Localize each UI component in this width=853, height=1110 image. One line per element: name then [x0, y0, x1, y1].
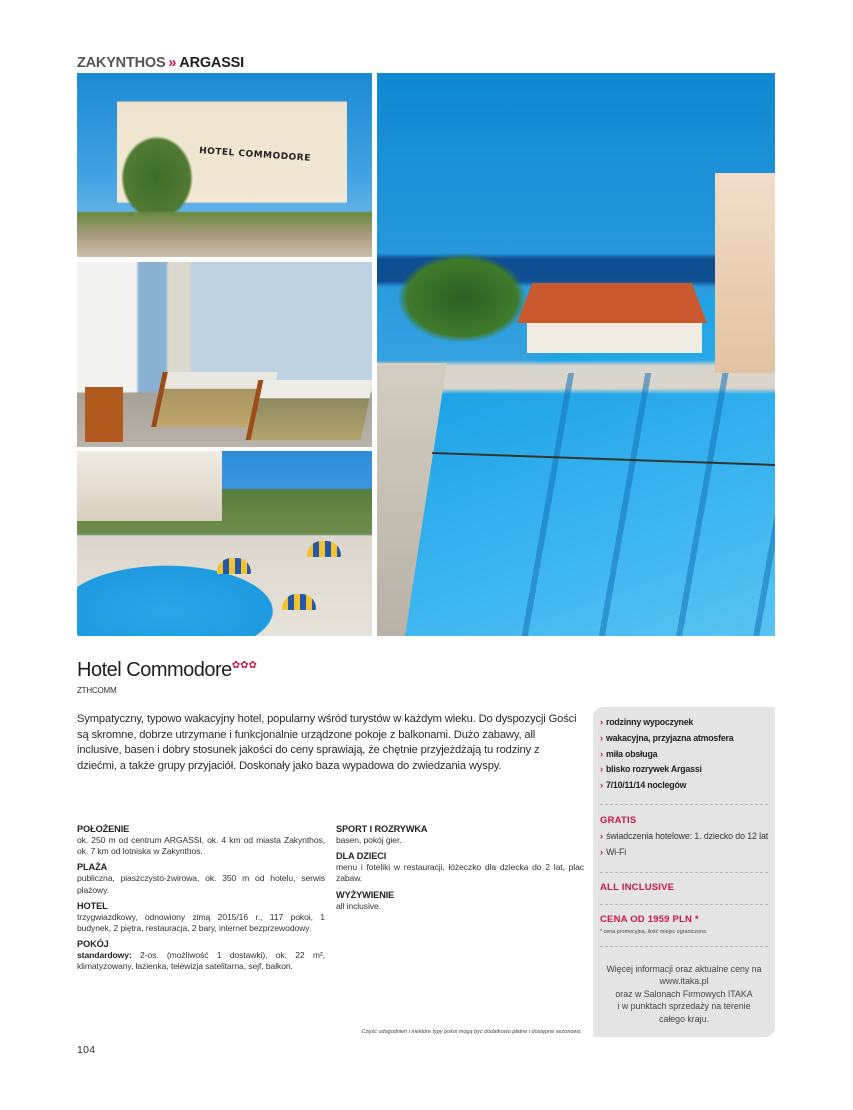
hotel-title: [77, 659, 257, 682]
info-sport: [336, 823, 584, 846]
star-rating-icon: ✿✿✿: [231, 660, 257, 671]
umbrella: [282, 594, 316, 610]
highlight-item: › wakacyjna, przyjazna atmosfera: [600, 732, 734, 744]
palm-tree: [397, 253, 527, 343]
board-heading: ALL INCLUSIVE: [600, 882, 675, 893]
price-note: * cena promocyjna, ilość miejsc ograniczona: [600, 929, 707, 935]
info-location: [77, 823, 325, 857]
pool-lanes: [497, 373, 775, 636]
chevron-right-icon: ›: [600, 780, 603, 792]
highlight-item: › miła obsługa: [600, 748, 658, 760]
room-details: 2-os. (możliwość 1 dostawki), ok. 22 m², klimatyzowany, łazienka, telewizja satelitarna, sejf, balkon.: [77, 950, 325, 972]
highlight-item: › blisko rozrywek Argassi: [600, 764, 702, 776]
gratis-heading: GRATIS: [600, 815, 637, 826]
info-column-right: [336, 823, 584, 916]
breadcrumb-town: ARGASSI: [179, 55, 244, 71]
highlight-item: › rodzinny wypoczynek: [600, 717, 694, 728]
info-text: [77, 950, 325, 972]
breadcrumb-separator: »: [168, 55, 177, 71]
hotel-code: ZTHCOMM: [77, 686, 117, 695]
gratis-list: [600, 829, 768, 861]
chevron-right-icon: ›: [600, 732, 603, 744]
highlight-item: › 7/10/11/14 noclegów: [600, 780, 687, 792]
photo-pool-main: [377, 73, 775, 636]
divider: [600, 872, 768, 873]
umbrella: [217, 558, 251, 574]
building-wall: [715, 173, 775, 373]
breadcrumb: [77, 55, 244, 71]
info-text: basen, pokój gier.: [336, 835, 402, 845]
info-column-left: [77, 823, 325, 977]
bed: [246, 380, 372, 440]
info-children: [336, 850, 584, 884]
divider: [600, 946, 768, 947]
info-text: all inclusive.: [336, 900, 381, 911]
roof: [517, 283, 707, 323]
gratis-item: › świadczenia hotelowe: 1. dziecko do 12 lat: [600, 831, 769, 842]
gratis-item: › Wi-Fi: [600, 846, 627, 858]
page-number: 104: [77, 1044, 96, 1056]
more-info: Więcej informacji oraz aktualne ceny na www.itaka.pl oraz w Salonach Firmowych ITAKA i w punktach sprzedaży na terenie całego kraju.: [593, 963, 775, 1025]
info-text: ok. 250 m od centrum ARGASSI, ok. 4 km od miasta Zakynthos, ok. 7 km od lotniska w Zakynthos.: [77, 835, 325, 857]
website-link[interactable]: www.itaka.pl: [659, 976, 709, 987]
photo-pool-aerial: [77, 451, 372, 636]
info-heading: PLAŻA: [77, 862, 108, 873]
info-hotel: [77, 900, 325, 934]
hotel-name: Hotel Commodore: [77, 659, 232, 681]
chevron-right-icon: ›: [600, 764, 603, 776]
info-heading: WYŻYWIENIE: [336, 889, 395, 900]
building: [77, 451, 222, 521]
info-heading: DLA DZIECI: [336, 851, 387, 862]
info-text: publiczna, piaszczysto-żwirowa, ok. 350 m od hotelu, serwis plażowy.: [77, 873, 325, 895]
info-heading: HOTEL: [77, 900, 108, 911]
info-text: trzygwiazdkowy, odnowiony zimą 2015/16 r., 117 pokoi, 1 budynek, 2 piętra, restauracja, 2 bary, internet bezprzewodowy.: [77, 911, 325, 934]
offer-sidebox: [593, 707, 775, 1037]
hotel-sign: HOTEL COMMODORE: [198, 146, 312, 164]
chevron-right-icon: ›: [600, 717, 603, 728]
room-type: standardowy:: [77, 950, 132, 961]
house: [527, 323, 702, 353]
footnote: Część udogodnień i niektóre typy pokoi mogą być dodatkowo płatne i dostępne sezonowo.: [361, 1029, 582, 1035]
info-heading: SPORT I ROZRYWKA: [336, 824, 428, 834]
pool-deck: [377, 363, 447, 636]
umbrella: [307, 541, 341, 557]
photo-hotel-room: [77, 262, 372, 447]
info-heading: POŁOŻENIE: [77, 824, 130, 834]
chair: [85, 387, 123, 442]
chevron-right-icon: ›: [600, 846, 604, 858]
chevron-right-icon: ›: [600, 748, 603, 760]
chevron-right-icon: ›: [600, 831, 604, 842]
divider: [600, 804, 768, 805]
photo-hotel-exterior: [77, 73, 372, 257]
breadcrumb-region: ZAKYNTHOS: [77, 55, 166, 71]
info-room: [77, 938, 325, 972]
price-heading: CENA OD 1959 PLN *: [600, 914, 699, 925]
highlights-list: [600, 715, 733, 794]
divider: [600, 904, 768, 905]
info-board: [336, 889, 584, 912]
hotel-description: Sympatyczny, typowo wakacyjny hotel, popularny wśród turystów w każdym wieku. Do dyspozycji Gości są skromne, dobrze utrzymane i funkcjonalnie urządzone pokoje z balkonami. Dużo zabawy, all inclusive, basen i dobry stosunek jakości do ceny sprawiają, że chętnie przyjeżdżają tu rodziny z dziećmi, a także grupy przyjaciół. Doskonały jako baza wypadowa do zwiedzania wyspy.: [77, 713, 577, 772]
info-heading: POKÓJ: [77, 939, 109, 950]
info-beach: [77, 861, 325, 895]
info-text: menu i foteliki w restauracji, łóżeczko dla dziecka do 2 lat, plac zabaw.: [336, 862, 584, 884]
